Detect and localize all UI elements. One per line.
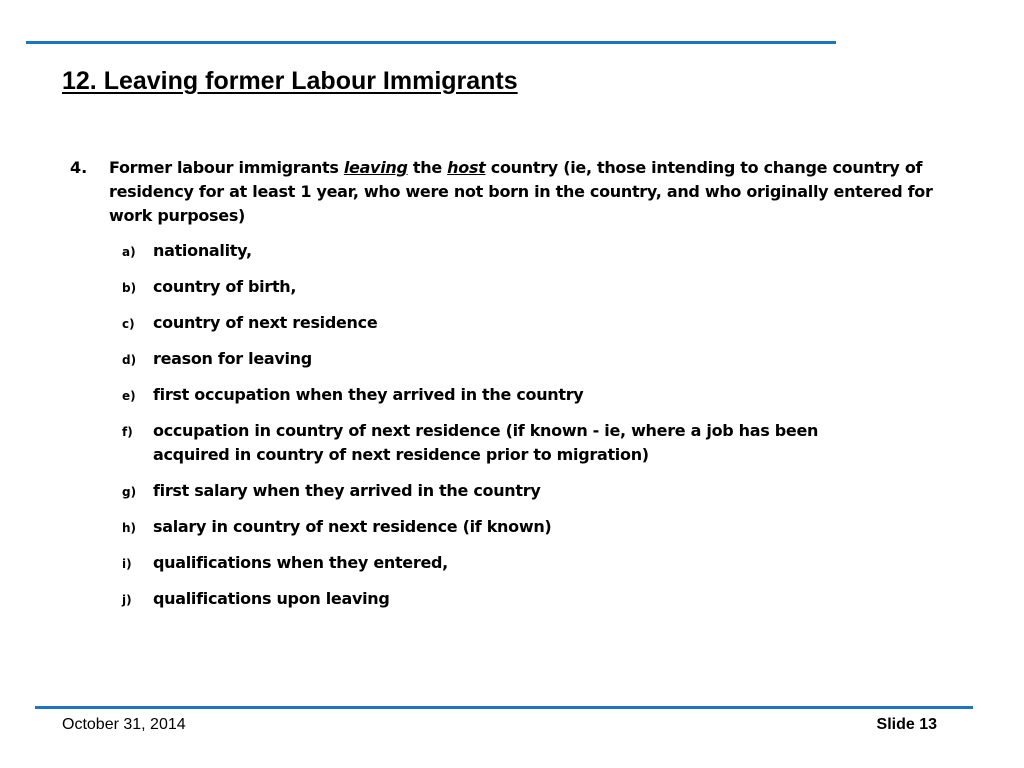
sub-item-h <box>122 515 902 539</box>
main-text-after: country (ie, those intending to change country of residency for at least 1 year, who were not born in the country, and who originally entered for work purposes) <box>109 158 933 225</box>
sub-item-text: nationality, <box>153 241 252 260</box>
emphasis-leaving: leaving <box>343 158 408 177</box>
sub-item-text: reason for leaving <box>153 349 312 368</box>
top-divider <box>26 41 836 44</box>
sub-item-letter: f) <box>122 425 133 439</box>
sub-item-letter: c) <box>122 317 135 331</box>
bottom-divider <box>35 706 973 709</box>
sub-item-text: occupation in country of next residence (if known - ie, where a job has been acquired in country of next residence prior to migration) <box>153 421 819 464</box>
slide-title: 12. Leaving former Labour Immigrants <box>62 67 518 95</box>
sub-list <box>122 239 902 623</box>
sub-item-letter: d) <box>122 353 137 367</box>
footer-date: October 31, 2014 <box>62 716 186 733</box>
sub-item-j <box>122 587 902 611</box>
sub-item-text: first salary when they arrived in the country <box>153 481 541 500</box>
sub-item-i <box>122 551 902 575</box>
sub-item-text: country of next residence <box>153 313 378 332</box>
sub-item-letter: h) <box>122 521 137 535</box>
sub-item-a <box>122 239 902 263</box>
sub-item-letter: i) <box>122 557 132 571</box>
slide-number: Slide 13 <box>876 716 937 733</box>
sub-item-c <box>122 311 902 335</box>
sub-item-b <box>122 275 902 299</box>
sub-item-text: qualifications upon leaving <box>153 589 390 608</box>
main-item-text <box>109 156 949 228</box>
sub-item-text: first occupation when they arrived in the country <box>153 385 584 404</box>
main-list-item <box>70 156 950 228</box>
main-text-before: Former labour immigrants <box>109 158 344 177</box>
sub-item-g <box>122 479 902 503</box>
sub-item-text: country of birth, <box>153 277 297 296</box>
sub-item-text: salary in country of next residence (if known) <box>153 517 552 536</box>
sub-item-letter: a) <box>122 245 136 259</box>
main-text-middle: the <box>407 158 448 177</box>
sub-item-letter: e) <box>122 389 136 403</box>
sub-item-letter: b) <box>122 281 137 295</box>
sub-item-f <box>122 419 902 467</box>
main-item-number: 4. <box>70 158 88 177</box>
sub-item-e <box>122 383 902 407</box>
emphasis-host: host <box>447 158 486 177</box>
sub-item-letter: j) <box>122 593 132 607</box>
sub-item-d <box>122 347 902 371</box>
sub-item-letter: g) <box>122 485 137 499</box>
sub-item-text: qualifications when they entered, <box>153 553 448 572</box>
